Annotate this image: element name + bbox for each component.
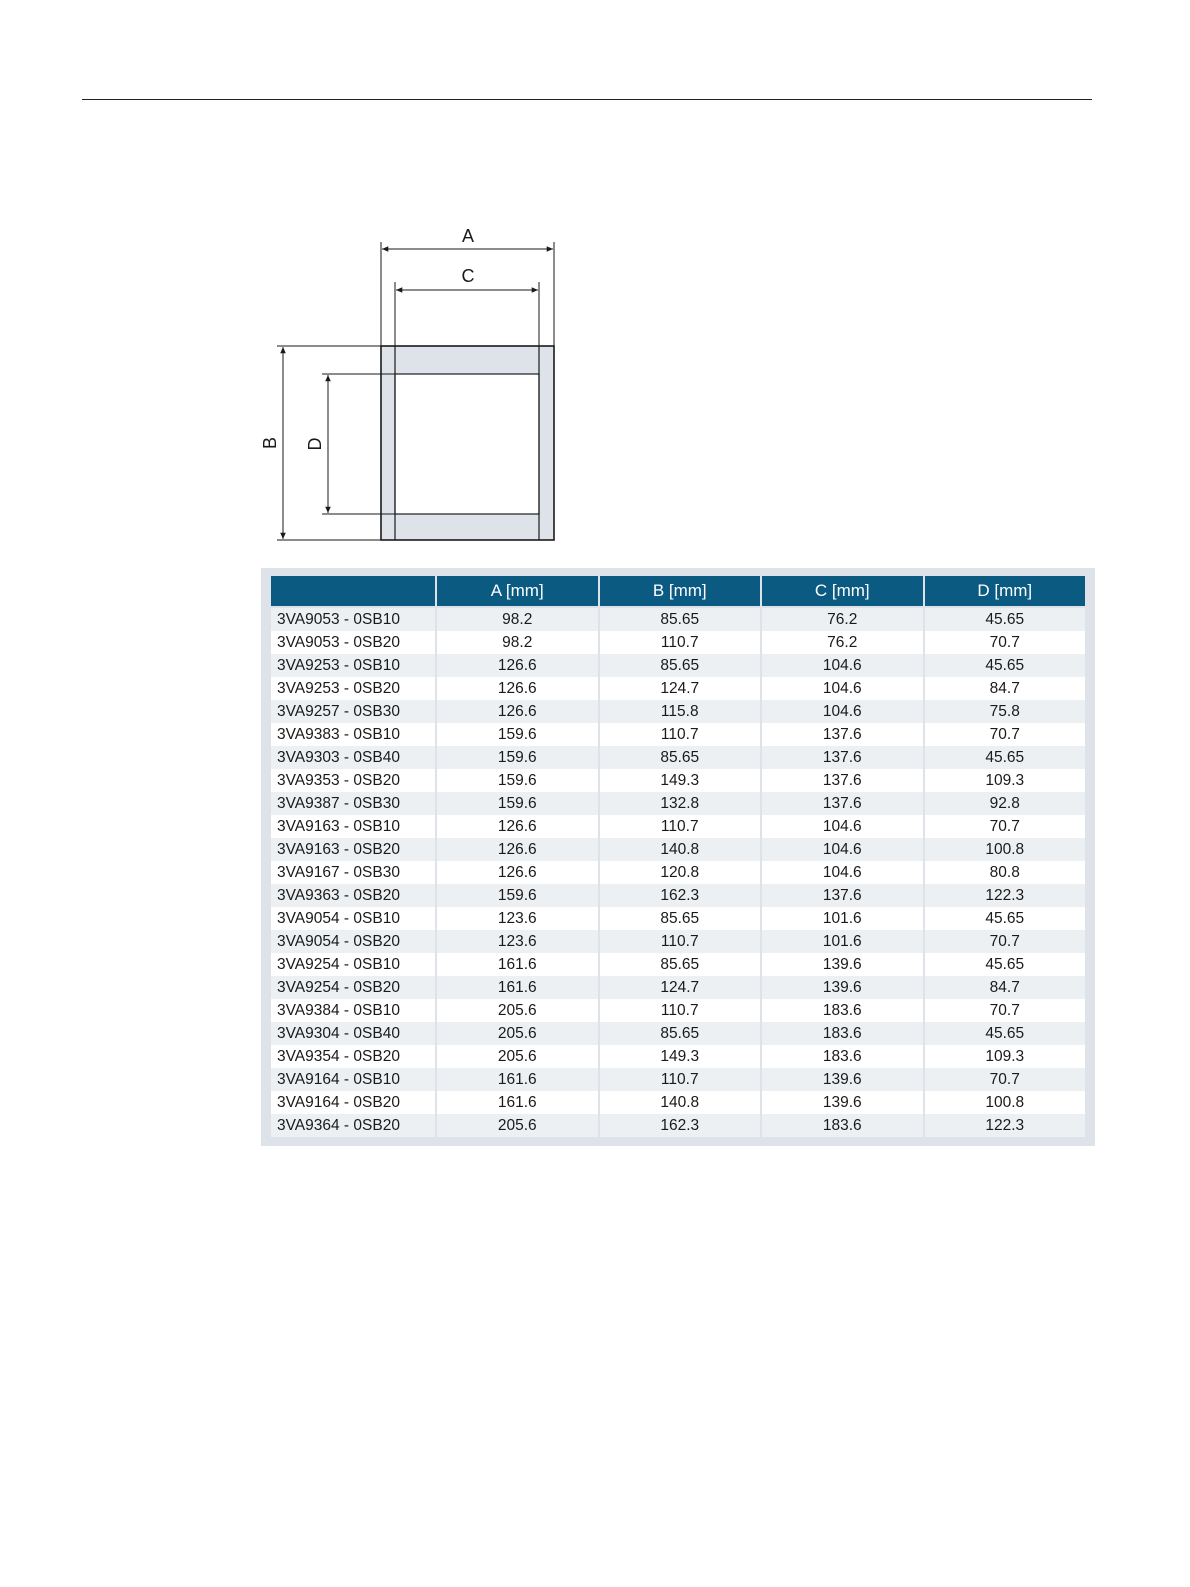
table-row bbox=[271, 1068, 1085, 1091]
cell-c: 183.6 bbox=[762, 1045, 923, 1068]
table-row bbox=[271, 792, 1085, 815]
cell-a: 205.6 bbox=[437, 999, 598, 1022]
cell-a: 161.6 bbox=[437, 1068, 598, 1091]
cell-b: 140.8 bbox=[600, 838, 761, 861]
cell-b: 85.65 bbox=[600, 907, 761, 930]
table-header-row bbox=[271, 576, 1085, 608]
cell-a: 98.2 bbox=[437, 631, 598, 654]
cell-b: 110.7 bbox=[600, 631, 761, 654]
cell-d: 45.65 bbox=[925, 1022, 1086, 1045]
cell-d: 70.7 bbox=[925, 631, 1086, 654]
table-row bbox=[271, 723, 1085, 746]
dimension-a bbox=[381, 226, 554, 346]
cell-d: 45.65 bbox=[925, 907, 1086, 930]
table-row bbox=[271, 1045, 1085, 1068]
cell-c: 76.2 bbox=[762, 608, 923, 631]
table-row bbox=[271, 884, 1085, 907]
header-d: D [mm] bbox=[925, 576, 1086, 608]
cell-model: 3VA9383 - 0SB10 bbox=[271, 723, 435, 746]
cell-d: 45.65 bbox=[925, 654, 1086, 677]
dimension-diagram bbox=[250, 226, 570, 546]
cell-d: 84.7 bbox=[925, 677, 1086, 700]
cell-a: 159.6 bbox=[437, 884, 598, 907]
cell-b: 85.65 bbox=[600, 608, 761, 631]
table-row bbox=[271, 631, 1085, 654]
dimension-a-label: A bbox=[461, 226, 475, 246]
cell-a: 123.6 bbox=[437, 907, 598, 930]
cell-c: 137.6 bbox=[762, 723, 923, 746]
cell-c: 183.6 bbox=[762, 1022, 923, 1045]
table-row bbox=[271, 677, 1085, 700]
dimensions-table-frame bbox=[261, 568, 1095, 1146]
cell-model: 3VA9167 - 0SB30 bbox=[271, 861, 435, 884]
cell-model: 3VA9054 - 0SB10 bbox=[271, 907, 435, 930]
cell-d: 100.8 bbox=[925, 838, 1086, 861]
cell-model: 3VA9304 - 0SB40 bbox=[271, 1022, 435, 1045]
cell-d: 92.8 bbox=[925, 792, 1086, 815]
cell-b: 110.7 bbox=[600, 1068, 761, 1091]
table-body bbox=[271, 608, 1085, 1137]
cell-model: 3VA9363 - 0SB20 bbox=[271, 884, 435, 907]
cell-a: 159.6 bbox=[437, 769, 598, 792]
cell-c: 104.6 bbox=[762, 700, 923, 723]
cell-model: 3VA9253 - 0SB20 bbox=[271, 677, 435, 700]
cell-d: 70.7 bbox=[925, 1068, 1086, 1091]
cell-d: 45.65 bbox=[925, 746, 1086, 769]
cell-model: 3VA9163 - 0SB10 bbox=[271, 815, 435, 838]
table-row bbox=[271, 654, 1085, 677]
cell-d: 122.3 bbox=[925, 1114, 1086, 1137]
cell-model: 3VA9164 - 0SB10 bbox=[271, 1068, 435, 1091]
cell-b: 85.65 bbox=[600, 654, 761, 677]
cell-d: 45.65 bbox=[925, 953, 1086, 976]
cell-c: 137.6 bbox=[762, 792, 923, 815]
cell-model: 3VA9163 - 0SB20 bbox=[271, 838, 435, 861]
cell-d: 122.3 bbox=[925, 884, 1086, 907]
table-row bbox=[271, 769, 1085, 792]
cell-b: 110.7 bbox=[600, 815, 761, 838]
cell-a: 159.6 bbox=[437, 723, 598, 746]
cell-b: 132.8 bbox=[600, 792, 761, 815]
cell-d: 109.3 bbox=[925, 1045, 1086, 1068]
cell-b: 149.3 bbox=[600, 1045, 761, 1068]
cell-a: 123.6 bbox=[437, 930, 598, 953]
table-row bbox=[271, 976, 1085, 999]
cell-a: 159.6 bbox=[437, 746, 598, 769]
table-row bbox=[271, 907, 1085, 930]
cell-b: 124.7 bbox=[600, 976, 761, 999]
table-row bbox=[271, 861, 1085, 884]
cell-b: 162.3 bbox=[600, 1114, 761, 1137]
cell-a: 205.6 bbox=[437, 1022, 598, 1045]
cell-model: 3VA9387 - 0SB30 bbox=[271, 792, 435, 815]
header-model bbox=[271, 576, 435, 608]
cell-a: 159.6 bbox=[437, 792, 598, 815]
cell-model: 3VA9354 - 0SB20 bbox=[271, 1045, 435, 1068]
cell-a: 98.2 bbox=[437, 608, 598, 631]
cell-b: 149.3 bbox=[600, 769, 761, 792]
table-row bbox=[271, 953, 1085, 976]
dimension-c bbox=[395, 266, 539, 346]
cell-a: 205.6 bbox=[437, 1114, 598, 1137]
cell-a: 126.6 bbox=[437, 700, 598, 723]
cell-b: 85.65 bbox=[600, 1022, 761, 1045]
cell-model: 3VA9254 - 0SB20 bbox=[271, 976, 435, 999]
cell-b: 110.7 bbox=[600, 723, 761, 746]
cell-c: 76.2 bbox=[762, 631, 923, 654]
cell-model: 3VA9353 - 0SB20 bbox=[271, 769, 435, 792]
dimension-c-label: C bbox=[461, 266, 475, 286]
cell-c: 139.6 bbox=[762, 976, 923, 999]
table-row bbox=[271, 608, 1085, 631]
dimension-d-label: D bbox=[305, 437, 325, 451]
cell-c: 137.6 bbox=[762, 769, 923, 792]
header-a: A [mm] bbox=[437, 576, 598, 608]
cell-model: 3VA9364 - 0SB20 bbox=[271, 1114, 435, 1137]
table-row bbox=[271, 930, 1085, 953]
cell-a: 126.6 bbox=[437, 861, 598, 884]
cell-d: 70.7 bbox=[925, 999, 1086, 1022]
cell-b: 162.3 bbox=[600, 884, 761, 907]
cell-model: 3VA9053 - 0SB20 bbox=[271, 631, 435, 654]
cell-d: 100.8 bbox=[925, 1091, 1086, 1114]
cell-c: 101.6 bbox=[762, 907, 923, 930]
cell-d: 70.7 bbox=[925, 723, 1086, 746]
cell-a: 126.6 bbox=[437, 838, 598, 861]
cell-d: 109.3 bbox=[925, 769, 1086, 792]
dimensions-table bbox=[269, 576, 1087, 1137]
cell-c: 104.6 bbox=[762, 654, 923, 677]
table-row bbox=[271, 746, 1085, 769]
cell-a: 161.6 bbox=[437, 976, 598, 999]
cell-c: 137.6 bbox=[762, 746, 923, 769]
cell-c: 139.6 bbox=[762, 1068, 923, 1091]
cell-b: 85.65 bbox=[600, 746, 761, 769]
table-row bbox=[271, 838, 1085, 861]
cell-b: 110.7 bbox=[600, 999, 761, 1022]
cell-b: 85.65 bbox=[600, 953, 761, 976]
cell-b: 110.7 bbox=[600, 930, 761, 953]
cell-d: 45.65 bbox=[925, 608, 1086, 631]
cell-a: 126.6 bbox=[437, 677, 598, 700]
cell-model: 3VA9053 - 0SB10 bbox=[271, 608, 435, 631]
cell-a: 126.6 bbox=[437, 654, 598, 677]
cell-c: 137.6 bbox=[762, 884, 923, 907]
table-row bbox=[271, 1022, 1085, 1045]
cell-b: 124.7 bbox=[600, 677, 761, 700]
cell-b: 120.8 bbox=[600, 861, 761, 884]
cell-a: 205.6 bbox=[437, 1045, 598, 1068]
cell-a: 161.6 bbox=[437, 953, 598, 976]
table-row bbox=[271, 999, 1085, 1022]
table-row bbox=[271, 700, 1085, 723]
table-row bbox=[271, 1114, 1085, 1137]
cell-c: 139.6 bbox=[762, 1091, 923, 1114]
cell-d: 84.7 bbox=[925, 976, 1086, 999]
cell-a: 126.6 bbox=[437, 815, 598, 838]
cell-model: 3VA9054 - 0SB20 bbox=[271, 930, 435, 953]
table-row bbox=[271, 1091, 1085, 1114]
cell-model: 3VA9257 - 0SB30 bbox=[271, 700, 435, 723]
dimension-b-label: B bbox=[260, 436, 280, 450]
cell-a: 161.6 bbox=[437, 1091, 598, 1114]
header-c: C [mm] bbox=[762, 576, 923, 608]
cell-c: 104.6 bbox=[762, 815, 923, 838]
cell-model: 3VA9254 - 0SB10 bbox=[271, 953, 435, 976]
cell-b: 115.8 bbox=[600, 700, 761, 723]
cell-d: 70.7 bbox=[925, 815, 1086, 838]
part-outline bbox=[381, 346, 554, 540]
cell-d: 80.8 bbox=[925, 861, 1086, 884]
cell-c: 104.6 bbox=[762, 838, 923, 861]
cell-c: 183.6 bbox=[762, 1114, 923, 1137]
cell-b: 140.8 bbox=[600, 1091, 761, 1114]
cell-c: 104.6 bbox=[762, 861, 923, 884]
cell-model: 3VA9384 - 0SB10 bbox=[271, 999, 435, 1022]
cell-c: 104.6 bbox=[762, 677, 923, 700]
header-b: B [mm] bbox=[600, 576, 761, 608]
cell-c: 101.6 bbox=[762, 930, 923, 953]
cell-model: 3VA9253 - 0SB10 bbox=[271, 654, 435, 677]
cell-c: 183.6 bbox=[762, 999, 923, 1022]
cell-c: 139.6 bbox=[762, 953, 923, 976]
header-rule bbox=[82, 99, 1092, 100]
dimension-drawing bbox=[250, 226, 570, 546]
cell-d: 75.8 bbox=[925, 700, 1086, 723]
cell-model: 3VA9303 - 0SB40 bbox=[271, 746, 435, 769]
table-row bbox=[271, 815, 1085, 838]
cell-d: 70.7 bbox=[925, 930, 1086, 953]
cell-model: 3VA9164 - 0SB20 bbox=[271, 1091, 435, 1114]
